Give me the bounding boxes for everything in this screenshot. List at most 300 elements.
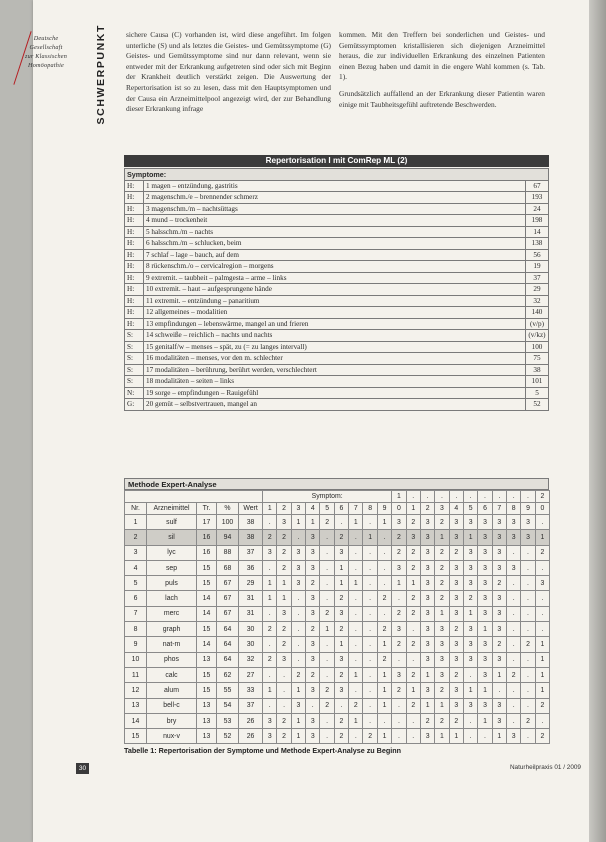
symptom-number-header: 8 bbox=[363, 503, 377, 515]
grade-cell: 3 bbox=[449, 637, 463, 652]
grade-cell: 3 bbox=[420, 606, 434, 621]
grade-cell: 3 bbox=[463, 652, 477, 667]
remedy-row bbox=[125, 652, 550, 667]
grade-cell: 1 bbox=[478, 713, 492, 728]
grade-cell: . bbox=[363, 606, 377, 621]
grade-cell: 1 bbox=[377, 515, 391, 530]
grade-cell: 3 bbox=[277, 652, 291, 667]
grade-cell: . bbox=[521, 576, 535, 591]
grade-cell: 3 bbox=[420, 560, 434, 575]
grade-cell: 3 bbox=[420, 637, 434, 652]
grade-cell: . bbox=[377, 606, 391, 621]
tens-header: . bbox=[420, 491, 434, 503]
remedy-tr: 16 bbox=[197, 530, 217, 545]
symptom-row bbox=[125, 330, 549, 342]
grade-cell: 1 bbox=[406, 683, 420, 698]
grade-cell: . bbox=[277, 683, 291, 698]
remedy-row bbox=[125, 560, 550, 575]
grade-cell: . bbox=[363, 545, 377, 560]
grade-cell: 3 bbox=[463, 622, 477, 637]
grade-cell: . bbox=[463, 667, 477, 682]
grade-cell: . bbox=[320, 591, 334, 606]
remedy-row bbox=[125, 637, 550, 652]
remedy-tr: 14 bbox=[197, 637, 217, 652]
grade-cell: 3 bbox=[492, 698, 506, 713]
grade-cell: 3 bbox=[435, 637, 449, 652]
grade-cell: 1 bbox=[263, 591, 277, 606]
grade-cell: . bbox=[320, 560, 334, 575]
grade-cell: 2 bbox=[306, 622, 320, 637]
grade-cell: . bbox=[507, 698, 521, 713]
symptom-number-header: 4 bbox=[449, 503, 463, 515]
grade-cell: . bbox=[349, 606, 363, 621]
grade-cell: 3 bbox=[435, 667, 449, 682]
grade-cell: 1 bbox=[492, 667, 506, 682]
grade-cell: 1 bbox=[263, 576, 277, 591]
remedy-tr: 17 bbox=[197, 515, 217, 530]
symptom-text: 12 allgemeines – modalitien bbox=[144, 307, 526, 319]
grade-cell: . bbox=[535, 713, 549, 728]
society-logo bbox=[16, 34, 76, 70]
symptom-text: 8 rückenschm./o – cervicalregion – morgens bbox=[144, 261, 526, 273]
symptom-group: H: bbox=[125, 249, 144, 261]
grade-cell: 3 bbox=[507, 530, 521, 545]
remedy-name: lach bbox=[147, 591, 197, 606]
symptom-count: 75 bbox=[526, 353, 549, 365]
grade-cell: . bbox=[263, 515, 277, 530]
grade-cell: 1 bbox=[377, 698, 391, 713]
remedy-pct: 55 bbox=[217, 683, 239, 698]
tens-header: . bbox=[435, 491, 449, 503]
grade-cell: 1 bbox=[377, 683, 391, 698]
grade-cell: 1 bbox=[492, 729, 506, 744]
grade-cell: . bbox=[463, 729, 477, 744]
grade-cell: 3 bbox=[492, 622, 506, 637]
grade-cell: . bbox=[263, 606, 277, 621]
symptom-row bbox=[125, 192, 549, 204]
symptom-count: 52 bbox=[526, 399, 549, 411]
grade-cell: 2 bbox=[277, 622, 291, 637]
grade-cell: 3 bbox=[306, 606, 320, 621]
grade-cell: 3 bbox=[449, 515, 463, 530]
grade-cell: 2 bbox=[435, 560, 449, 575]
grade-cell: 2 bbox=[306, 667, 320, 682]
grade-cell: 2 bbox=[377, 622, 391, 637]
grade-cell: . bbox=[521, 698, 535, 713]
remedy-nr: 6 bbox=[125, 591, 147, 606]
grade-cell: 2 bbox=[320, 683, 334, 698]
symptom-number-header: 9 bbox=[521, 503, 535, 515]
symptom-count: 37 bbox=[526, 272, 549, 284]
grade-cell: . bbox=[377, 576, 391, 591]
grade-cell: 1 bbox=[420, 698, 434, 713]
grade-cell: 1 bbox=[535, 683, 549, 698]
symptom-count: (v/p) bbox=[526, 318, 549, 330]
remedy-name: lyc bbox=[147, 545, 197, 560]
remedy-wert: 29 bbox=[239, 576, 263, 591]
symptom-number-header: 7 bbox=[492, 503, 506, 515]
grade-cell: . bbox=[363, 560, 377, 575]
grade-cell: 3 bbox=[277, 515, 291, 530]
grade-cell: . bbox=[406, 713, 420, 728]
grade-cell: 1 bbox=[435, 530, 449, 545]
grade-cell: 1 bbox=[435, 606, 449, 621]
grade-cell: . bbox=[392, 652, 406, 667]
symptom-text: 9 extremit. – taubheit – palmgesta – arme – links bbox=[144, 272, 526, 284]
grade-cell: . bbox=[521, 652, 535, 667]
tens-header: . bbox=[478, 491, 492, 503]
remedy-nr: 3 bbox=[125, 545, 147, 560]
grade-cell: 1 bbox=[306, 515, 320, 530]
remedy-name: bry bbox=[147, 713, 197, 728]
grade-cell: 3 bbox=[420, 515, 434, 530]
grade-cell: 3 bbox=[306, 637, 320, 652]
remedy-pct: 62 bbox=[217, 667, 239, 682]
column-header: Tr. bbox=[197, 503, 217, 515]
grade-cell: 3 bbox=[334, 545, 348, 560]
symptom-row bbox=[125, 226, 549, 238]
grade-cell: 1 bbox=[463, 530, 477, 545]
grade-cell: . bbox=[478, 729, 492, 744]
symptom-group: H: bbox=[125, 238, 144, 250]
remedy-name: sulf bbox=[147, 515, 197, 530]
remedy-nr: 11 bbox=[125, 667, 147, 682]
grade-cell: 2 bbox=[377, 591, 391, 606]
symptom-text: 6 halsschm./m – schlucken, beim bbox=[144, 238, 526, 250]
symptom-count: 29 bbox=[526, 284, 549, 296]
remedy-tr: 16 bbox=[197, 545, 217, 560]
remedy-wert: 30 bbox=[239, 637, 263, 652]
remedy-nr: 4 bbox=[125, 560, 147, 575]
symptom-count: 198 bbox=[526, 215, 549, 227]
grade-cell: 3 bbox=[392, 560, 406, 575]
symptom-row bbox=[125, 215, 549, 227]
grade-cell: 3 bbox=[478, 576, 492, 591]
symptom-row bbox=[125, 261, 549, 273]
symptom-text: 4 mund – trockenheit bbox=[144, 215, 526, 227]
grade-cell: 2 bbox=[406, 545, 420, 560]
symptom-number-header: 1 bbox=[406, 503, 420, 515]
grade-cell: . bbox=[363, 698, 377, 713]
grade-cell: 2 bbox=[435, 545, 449, 560]
remedy-name: graph bbox=[147, 622, 197, 637]
symptom-row bbox=[125, 238, 549, 250]
grade-cell: . bbox=[492, 683, 506, 698]
symptom-text: 11 extremit. – entzündung – panaritium bbox=[144, 295, 526, 307]
grade-cell: 2 bbox=[377, 652, 391, 667]
grade-cell: 2 bbox=[521, 637, 535, 652]
remedy-name: sep bbox=[147, 560, 197, 575]
grade-cell: . bbox=[406, 729, 420, 744]
grade-cell: 2 bbox=[406, 591, 420, 606]
grade-cell: 1 bbox=[435, 698, 449, 713]
remedy-pct: 68 bbox=[217, 560, 239, 575]
grade-cell: . bbox=[535, 515, 549, 530]
grade-cell: . bbox=[406, 622, 420, 637]
grade-cell: 2 bbox=[435, 515, 449, 530]
grade-cell: . bbox=[263, 698, 277, 713]
symptom-count: 32 bbox=[526, 295, 549, 307]
symptom-count: 38 bbox=[526, 364, 549, 376]
grade-cell: . bbox=[521, 729, 535, 744]
grade-cell: 3 bbox=[463, 576, 477, 591]
remedy-wert: 38 bbox=[239, 515, 263, 530]
grade-cell: 2 bbox=[406, 637, 420, 652]
remedy-tr: 13 bbox=[197, 652, 217, 667]
column-header: % bbox=[217, 503, 239, 515]
grade-cell: 2 bbox=[507, 667, 521, 682]
remedy-pct: 64 bbox=[217, 637, 239, 652]
grade-cell: 3 bbox=[492, 515, 506, 530]
remedy-wert: 27 bbox=[239, 667, 263, 682]
grade-cell: . bbox=[521, 560, 535, 575]
grade-cell: 1 bbox=[377, 729, 391, 744]
symptom-number-header: 9 bbox=[377, 503, 391, 515]
column-header: Nr. bbox=[125, 503, 147, 515]
body-column-right bbox=[339, 30, 545, 116]
remedy-tr: 15 bbox=[197, 622, 217, 637]
grade-cell: 3 bbox=[478, 591, 492, 606]
remedy-wert: 38 bbox=[239, 530, 263, 545]
grade-cell: . bbox=[291, 606, 305, 621]
remedy-tr: 14 bbox=[197, 591, 217, 606]
remedy-tr: 15 bbox=[197, 683, 217, 698]
grade-cell: . bbox=[363, 591, 377, 606]
column-header: Wert bbox=[239, 503, 263, 515]
grade-cell: 3 bbox=[334, 606, 348, 621]
symptom-number-header: 5 bbox=[320, 503, 334, 515]
grade-cell: . bbox=[291, 637, 305, 652]
grade-cell: 1 bbox=[263, 683, 277, 698]
symptom-row bbox=[125, 203, 549, 215]
grade-cell: . bbox=[363, 515, 377, 530]
footer-journal: Naturheilpraxis 01 / 2009 bbox=[509, 764, 581, 771]
remedy-pct: 94 bbox=[217, 530, 239, 545]
remedy-row bbox=[125, 683, 550, 698]
symptom-group: H: bbox=[125, 215, 144, 227]
grade-cell: . bbox=[320, 576, 334, 591]
grade-cell: . bbox=[320, 713, 334, 728]
symptom-number-header: 0 bbox=[392, 503, 406, 515]
grade-cell: 3 bbox=[306, 591, 320, 606]
grade-cell: 1 bbox=[478, 622, 492, 637]
symptom-number-header: 3 bbox=[435, 503, 449, 515]
grade-cell: 2 bbox=[277, 637, 291, 652]
remedy-tr: 14 bbox=[197, 606, 217, 621]
grade-cell: 3 bbox=[478, 652, 492, 667]
grade-cell: 2 bbox=[406, 667, 420, 682]
symptom-group: H: bbox=[125, 284, 144, 296]
grade-cell: 2 bbox=[320, 606, 334, 621]
grade-cell: 3 bbox=[507, 729, 521, 744]
grade-cell: . bbox=[521, 683, 535, 698]
grade-cell: 2 bbox=[420, 713, 434, 728]
logo-line-4: Homöopathie bbox=[28, 62, 64, 69]
method-title: Methode Expert-Analyse bbox=[124, 478, 549, 490]
remedy-nr: 15 bbox=[125, 729, 147, 744]
grade-cell: 3 bbox=[291, 576, 305, 591]
remedy-tr: 13 bbox=[197, 729, 217, 744]
grade-cell: 1 bbox=[377, 667, 391, 682]
grade-cell: . bbox=[277, 698, 291, 713]
symptom-label: Symptom: bbox=[263, 491, 392, 503]
grade-cell: . bbox=[507, 591, 521, 606]
remedy-name: sil bbox=[147, 530, 197, 545]
symptom-number-header: 1 bbox=[263, 503, 277, 515]
grade-cell: 3 bbox=[263, 729, 277, 744]
grade-cell: 2 bbox=[463, 591, 477, 606]
symptom-text: 19 sorge – empfindungen – Rauigefühl bbox=[144, 387, 526, 399]
grade-cell: 2 bbox=[392, 530, 406, 545]
remedy-name: phos bbox=[147, 652, 197, 667]
symptom-number-header: 3 bbox=[291, 503, 305, 515]
symptom-row bbox=[125, 180, 549, 192]
binding-shadow bbox=[589, 0, 606, 842]
grade-cell: 1 bbox=[291, 515, 305, 530]
grade-cell: . bbox=[263, 560, 277, 575]
symptom-row bbox=[125, 376, 549, 388]
grade-cell: 3 bbox=[392, 515, 406, 530]
grade-cell: . bbox=[349, 729, 363, 744]
repertorisation-title: Repertorisation I mit ComRep ML (2) bbox=[124, 155, 549, 167]
grade-cell: 1 bbox=[349, 515, 363, 530]
body-paragraph: sichere Causa (C) vorhanden ist, wird diese angeführt. Im folgen unterliche (S) und als letztes die Geistes- und Gemütssymptome (G) Geistes- und Gemütssymptome sind nur dann relevant, wenn sie entweder mit der Erkrankung aufgetreten sind oder sich mit Beginn der Krankheit deutlich verstärkt zeigen. Die Auswertung der Repertorisation ist so zu lesen, dass mit den Hauptsymptomen und der Causa ein Arzneimittelpool angezeigt wird, der zur Behandlung dieser Erkrankung infrage bbox=[126, 30, 331, 114]
grade-cell: . bbox=[507, 545, 521, 560]
grade-cell: 2 bbox=[277, 713, 291, 728]
grade-cell: 1 bbox=[349, 713, 363, 728]
remedy-wert: 33 bbox=[239, 683, 263, 698]
grade-cell: . bbox=[349, 560, 363, 575]
symptom-count: 140 bbox=[526, 307, 549, 319]
symptom-number-header: 2 bbox=[420, 503, 434, 515]
grade-cell: 1 bbox=[535, 667, 549, 682]
logo-line-1: Deutsche bbox=[33, 35, 59, 42]
remedy-tr: 13 bbox=[197, 698, 217, 713]
grade-cell: 3 bbox=[478, 545, 492, 560]
grade-cell: 3 bbox=[291, 545, 305, 560]
symptom-group: H: bbox=[125, 226, 144, 238]
grade-cell: 3 bbox=[449, 530, 463, 545]
grade-cell: . bbox=[349, 652, 363, 667]
grade-cell: 3 bbox=[449, 591, 463, 606]
grade-cell: 2 bbox=[449, 713, 463, 728]
remedy-pct: 67 bbox=[217, 576, 239, 591]
remedy-pct: 64 bbox=[217, 652, 239, 667]
symptom-table-header: Symptome: bbox=[125, 169, 549, 181]
symptom-group: G: bbox=[125, 399, 144, 411]
grade-cell: . bbox=[535, 560, 549, 575]
table-caption: Tabelle 1: Repertorisation der Symptome und Methode Expert-Analyse zu Beginn bbox=[124, 746, 402, 755]
symptom-text: 1 magen – entzündung, gastritis bbox=[144, 180, 526, 192]
symptom-row bbox=[125, 272, 549, 284]
grade-cell: 2 bbox=[492, 576, 506, 591]
grade-cell: 1 bbox=[349, 576, 363, 591]
grade-cell: . bbox=[263, 667, 277, 682]
grade-cell: . bbox=[334, 515, 348, 530]
grade-cell: 2 bbox=[535, 545, 549, 560]
symptom-number-header: 7 bbox=[349, 503, 363, 515]
grade-cell: 1 bbox=[291, 729, 305, 744]
grade-cell: . bbox=[377, 713, 391, 728]
remedy-name: nat-m bbox=[147, 637, 197, 652]
grade-cell: 2 bbox=[406, 698, 420, 713]
grade-cell: . bbox=[349, 622, 363, 637]
grade-cell: 2 bbox=[263, 530, 277, 545]
symptom-count: 5 bbox=[526, 387, 549, 399]
section-label: SCHWERPUNKT bbox=[95, 24, 107, 125]
symptom-text: 15 genitalf/w – menses – spät, zu (= zu langes intervall) bbox=[144, 341, 526, 353]
remedy-nr: 10 bbox=[125, 652, 147, 667]
method-header-blank bbox=[125, 491, 263, 503]
remedy-name: alum bbox=[147, 683, 197, 698]
remedy-row bbox=[125, 667, 550, 682]
grade-cell: 2 bbox=[535, 698, 549, 713]
symptom-row bbox=[125, 387, 549, 399]
remedy-pct: 67 bbox=[217, 606, 239, 621]
grade-cell: . bbox=[392, 713, 406, 728]
grade-cell: . bbox=[349, 683, 363, 698]
grade-cell: 2 bbox=[277, 560, 291, 575]
grade-cell: 3 bbox=[306, 530, 320, 545]
remedy-tr: 13 bbox=[197, 713, 217, 728]
grade-cell: 1 bbox=[463, 606, 477, 621]
remedy-name: calc bbox=[147, 667, 197, 682]
remedy-row bbox=[125, 515, 550, 530]
grade-cell: . bbox=[507, 683, 521, 698]
remedy-row bbox=[125, 591, 550, 606]
symptom-group: H: bbox=[125, 192, 144, 204]
remedy-nr: 14 bbox=[125, 713, 147, 728]
grade-cell: 2 bbox=[277, 530, 291, 545]
grade-cell: . bbox=[291, 530, 305, 545]
grade-cell: 2 bbox=[277, 545, 291, 560]
symptom-count: 24 bbox=[526, 203, 549, 215]
grade-cell: 3 bbox=[406, 530, 420, 545]
grade-cell: 3 bbox=[420, 576, 434, 591]
method-table bbox=[124, 490, 550, 744]
method-header-row bbox=[125, 503, 550, 515]
grade-cell: 3 bbox=[420, 652, 434, 667]
grade-cell: 3 bbox=[449, 576, 463, 591]
tens-header: . bbox=[463, 491, 477, 503]
grade-cell: . bbox=[521, 667, 535, 682]
grade-cell: 3 bbox=[334, 683, 348, 698]
remedy-wert: 31 bbox=[239, 606, 263, 621]
symptom-number-header: 4 bbox=[306, 503, 320, 515]
symptom-text: 18 modalitäten – seiten – links bbox=[144, 376, 526, 388]
grade-cell: 1 bbox=[420, 667, 434, 682]
grade-cell: 1 bbox=[535, 530, 549, 545]
grade-cell: 2 bbox=[334, 591, 348, 606]
grade-cell: . bbox=[334, 698, 348, 713]
symptom-text: 3 magenschm./m – nachtsüttags bbox=[144, 203, 526, 215]
grade-cell: . bbox=[463, 713, 477, 728]
remedy-wert: 31 bbox=[239, 591, 263, 606]
symptom-text: 20 gemüt – selbstvertrauen, mangel an bbox=[144, 399, 526, 411]
grade-cell: . bbox=[521, 606, 535, 621]
grade-cell: . bbox=[377, 530, 391, 545]
grade-cell: . bbox=[406, 652, 420, 667]
remedy-tr: 15 bbox=[197, 560, 217, 575]
grade-cell: . bbox=[507, 713, 521, 728]
body-paragraph: kommen. Mit den Treffern bei sonderlichen und Geistes- und Gemütssymptomen kristallisieren sich diejenigen Arzneimittel heraus, die zur individuellen Erkrankung des einzelnen Patienten einen Bezug haben und damit in die engere Wahl kommen (s. Tab. 1). bbox=[339, 30, 545, 82]
grade-cell: . bbox=[377, 560, 391, 575]
grade-cell: 3 bbox=[306, 652, 320, 667]
grade-cell: 3 bbox=[478, 698, 492, 713]
grade-cell: . bbox=[507, 637, 521, 652]
symptom-count: 14 bbox=[526, 226, 549, 238]
grade-cell: . bbox=[263, 637, 277, 652]
